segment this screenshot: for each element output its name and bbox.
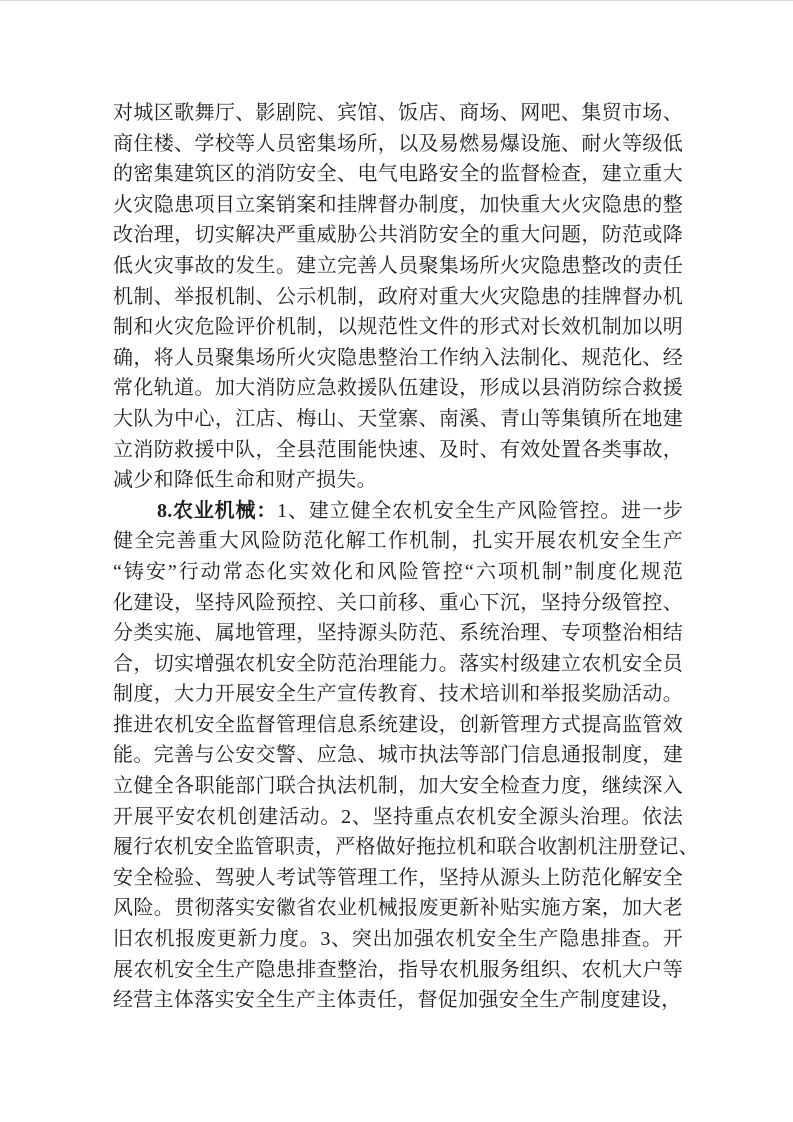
section-heading: 8.农业机械： — [157, 499, 278, 522]
text-line: 减少和降低生命和财产损失。 — [113, 469, 377, 492]
paragraph-fire-safety — [113, 98, 683, 496]
body-text — [113, 98, 699, 1016]
text-segment: 1、建立健全农机安全生产风险管控。进一步 — [277, 499, 684, 522]
text-line: 火灾隐患项目立案销案和挂牌督办制度，加快重大火灾隐患的整 — [113, 193, 683, 216]
text-line: 立健全各职能部门联合执法机制，加大安全检查力度，继续深入 — [113, 775, 683, 798]
text-line: 商住楼、学校等人员密集场所，以及易燃易爆设施、耐火等级低 — [113, 132, 683, 155]
text-line: 经营主体落实安全生产主体责任，督促加强安全生产制度建设， — [113, 989, 682, 1012]
text-line: 健全完善重大风险防范化解工作机制，扎实开展农机安全生产 — [113, 530, 683, 553]
text-line: 合，切实增强农机安全防范治理能力。落实村级建立农机安全员 — [113, 652, 683, 675]
text-line: 低火灾事故的发生。建立完善人员聚集场所火灾隐患整改的责任 — [113, 254, 683, 277]
text-line: 制和火灾危险评价机制，以规范性文件的形式对长效机制加以明 — [113, 316, 683, 339]
text-line: 分类实施、属地管理，坚持源头防范、系统治理、专项整治相结 — [113, 622, 683, 645]
text-line: 展农机安全生产隐患排查整治，指导农机服务组织、农机大户等 — [113, 958, 683, 981]
text-line: 推进农机安全监督管理信息系统建设，创新管理方式提高监管效 — [113, 713, 683, 736]
text-line: 化建设，坚持风险预控、关口前移、重心下沉，坚持分级管控、 — [113, 591, 683, 614]
text-line: 的密集建筑区的消防安全、电气电路安全的监督检查，建立重大 — [113, 163, 683, 186]
paragraph-agricultural-machinery — [113, 496, 699, 1016]
text-line: 能。完善与公安交警、应急、城市执法等部门信息通报制度，建 — [113, 744, 683, 767]
text-line: 确，将人员聚集场所火灾隐患整治工作纳入法制化、规范化、经 — [113, 346, 683, 369]
text-line: 履行农机安全监管职责，严格做好拖拉机和联合收割机注册登记、 — [113, 836, 699, 859]
text-line: 立消防救援中队，全县范围能快速、及时、有效处置各类事故， — [113, 438, 683, 461]
text-line: 制度，大力开展安全生产宣传教育、技术培训和举报奖励活动。 — [113, 683, 683, 706]
text-line: 改治理，切实解决严重威胁公共消防安全的重大问题，防范或降 — [113, 224, 683, 247]
text-line: 旧农机报废更新力度。3、突出加强农机安全生产隐患排查。开 — [113, 928, 683, 951]
text-line: 大队为中心，江店、梅山、天堂寨、南溪、青山等集镇所在地建 — [113, 407, 683, 430]
text-line: “铸安”行动常态化实效化和风险管控“六项机制”制度化规范 — [113, 560, 683, 583]
text-line: 机制、举报机制、公示机制，政府对重大火灾隐患的挂牌督办机 — [113, 285, 683, 308]
text-line: 开展平安农机创建活动。2、坚持重点农机安全源头治理。依法 — [113, 805, 683, 828]
text-line: 风险。贯彻落实安徽省农业机械报废更新补贴实施方案，加大老 — [113, 897, 683, 920]
text-line: 对城区歌舞厅、影剧院、宾馆、饭店、商场、网吧、集贸市场、 — [113, 102, 683, 124]
text-line — [113, 496, 683, 527]
text-line: 安全检验、驾驶人考试等管理工作，坚持从源头上防范化解安全 — [113, 866, 683, 889]
text-line: 常化轨道。加大消防应急救援队伍建设，形成以县消防综合救援 — [113, 377, 683, 400]
